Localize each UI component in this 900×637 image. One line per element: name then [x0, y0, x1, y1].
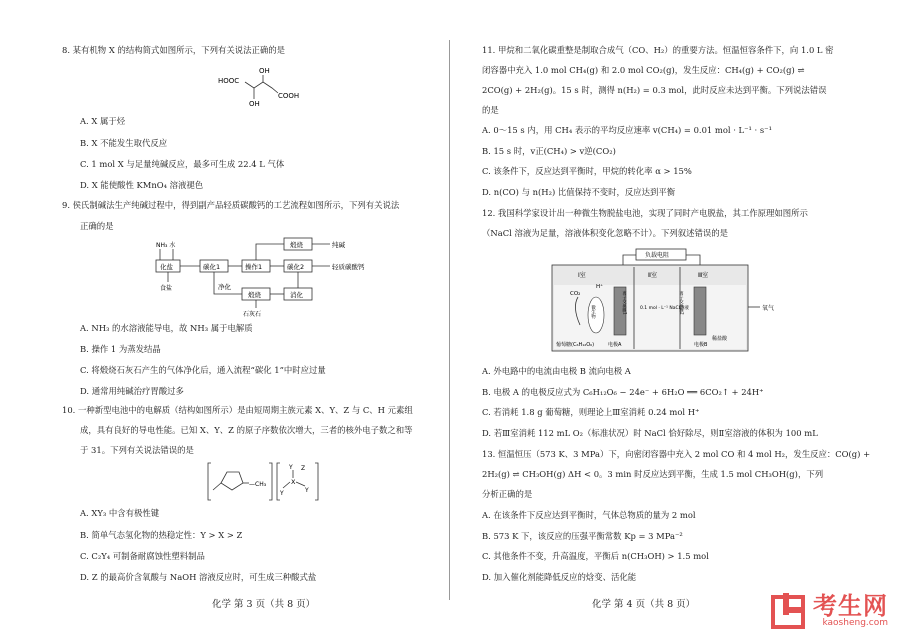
q8-option-d: D. X 能使酸性 KMnO₄ 溶液褪色 [80, 180, 204, 190]
q11-option-c: C. 该条件下，反应达到平衡时，甲烷的转化率 α > 15% [482, 166, 692, 176]
bracket-right-close [315, 463, 318, 500]
q12-stem-line1: 12. 我国科学家设计出一种微生物脱盐电池，实现了同时产电脱盐，其工作原理如图所示 [482, 208, 808, 218]
kaosheng-watermark [769, 591, 888, 631]
q13-option-c: C. 其他条件不变，升高温度，平衡后 n(CH₃OH) > 1.5 mol [482, 551, 709, 561]
q8-oh-top-label: OH [259, 67, 270, 75]
q11-option-a: A. 0～15 s 内，用 CH₄ 表示的平均反应速率 v(CH₄) = 0.01 mol · L⁻¹ · s⁻¹ [482, 125, 772, 135]
q8-carbon-chain [245, 82, 278, 93]
q13-stem-line2: 2H₂(g) ⇌ CH₃OH(g) ΔH < 0。3 min 时反应达到平衡，生成 1.5 mol CH₃OH(g)，下列 [482, 469, 824, 479]
bracket-left [208, 463, 211, 500]
q10-y-label-top: Y [289, 464, 293, 471]
q13-option-a: A. 在该条件下反应达到平衡时，气体总物质的量为 2 mol [482, 510, 696, 520]
flow-duanshao-top-label: 煅烧 [290, 241, 303, 249]
room1-label: Ⅰ室 [578, 272, 586, 279]
q10-structure-diagram [205, 460, 335, 504]
q8-option-b: B. X 不能发生取代反应 [80, 138, 168, 148]
left-page-footer: 化学 第 3 页（共 8 页） [212, 599, 316, 610]
q12-stem-line2: （NaCl 溶液为足量，溶液体积变化忽略不计）。下列叙述错误的是 [482, 228, 728, 238]
q10-z-label: Z [301, 465, 306, 472]
q9-option-d: D. 通常用纯碱治疗胃酸过多 [80, 386, 184, 396]
q13-stem-line1: 13. 恒温恒压（573 K、3 MPa）下，向密闭容器中充入 2 mol CO 和 4 mol H₂，发生反应：CO(g) + [482, 449, 871, 459]
q13-option-b: B. 573 K 下，该反应的压强平衡常数 Kp = 3 MPa⁻² [482, 531, 683, 541]
q11-option-b: B. 15 s 时，v正(CH₄) > v逆(CO₂) [482, 146, 616, 156]
load-label: 负载电阻 [645, 252, 670, 259]
q10-option-c: C. C₂Y₄ 可制备耐腐蚀性塑料制品 [80, 551, 205, 561]
flow-tanhua1-label: 碳化1 [203, 263, 221, 271]
co2-label: CO₂ [570, 291, 581, 297]
kaosheng-logo-icon [769, 591, 809, 631]
oxygen-label: 氧气 [762, 305, 775, 312]
glucose-label: 葡萄糖(C₆H₁₂O₆) [556, 342, 595, 348]
q11-stem-line1: 11. 甲烷和二氧化碳重整是制取合成气（CO、H₂）的重要方法。恒温恒容条件下，向 1.0 L 密 [482, 45, 834, 55]
q12-option-c: C. 若消耗 1.8 g 葡萄糖，则理论上Ⅲ室消耗 0.24 mol H⁺ [482, 407, 700, 417]
h-plus-label: H⁺ [596, 284, 604, 290]
room2-label: Ⅱ室 [648, 272, 657, 279]
room3-label: Ⅲ室 [698, 272, 709, 279]
right-page-footer: 化学 第 4 页（共 8 页） [592, 599, 696, 610]
q10-stem-line1: 10. 一种新型电池中的电解质（结构如图所示）是由短周期主族元素 X、Y、Z 与 C、H 元素组 [62, 405, 413, 415]
membrane2-label: 离子交换膜2 [679, 291, 685, 315]
q11-stem-line3: 2CO(g) + 2H₂(g)。15 s 时，测得 n(H₂) = 0.3 mol，此时反应未达到平衡。下列说法错误 [482, 85, 827, 95]
q8-structure-diagram [218, 62, 313, 112]
flow-chunjian-label: 纯碱 [332, 241, 345, 249]
q9-option-c: C. 将煅烧石灰石产生的气体净化后，通入流程“碳化 1”中时应过量 [80, 365, 326, 375]
microbe-label: 微生物 [590, 305, 596, 319]
q10-y-label-left: Y [280, 490, 284, 497]
q10-option-d: D. Z 的最高价含氧酸与 NaOH 溶液反应时，可生成三种酸式盐 [80, 572, 317, 582]
membrane1-label: 离子交换膜1 [622, 291, 628, 315]
column-divider [449, 40, 450, 600]
flow-shihuishi-label: 石灰石 [243, 311, 262, 318]
q12-option-b: B. 电极 A 的电极反应式为 C₆H₁₂O₆ − 24e⁻ + 6H₂O ══ 6CO₂↑ + 24H⁺ [482, 387, 764, 397]
bracket-mid [269, 463, 272, 500]
nacl-label: 0.1 mol · L⁻¹ NaCl溶液 [640, 306, 689, 311]
q8-cooh-label: COOH [278, 92, 300, 100]
q8-hooc-label: HOOC [218, 77, 240, 85]
q11-stem-line4: 的是 [482, 105, 499, 115]
q8-option-a: A. X 属于烃 [80, 116, 126, 126]
flow-caozuo1-label: 操作1 [245, 263, 263, 271]
q13-stem-line3: 分析正确的是 [482, 489, 533, 499]
q8-oh-bottom-label: OH [249, 100, 260, 108]
q11-stem-line2: 闭容器中充入 1.0 mol CH₄(g) 和 2.0 mol CO₂(g)，发生反应：CH₄(g) + CO₂(g) ⇌ [482, 65, 805, 75]
q8-option-c: C. 1 mol X 与足量纯碱反应，最多可生成 22.4 L 气体 [80, 159, 285, 169]
imidazole-ring [221, 472, 243, 490]
electrode-b-label: 电极B [694, 342, 708, 348]
electrode-a-label: 电极A [608, 342, 622, 348]
q10-option-a: A. XY₃ 中含有极性键 [80, 508, 160, 518]
q12-battery-diagram [548, 247, 788, 355]
q10-y-label-right: Y [305, 487, 309, 494]
electrode-b [694, 287, 706, 335]
q13-option-d: D. 加入催化剂能降低反应的焓变、活化能 [482, 572, 637, 582]
q11-option-d: D. n(CO) 与 n(H₂) 比值保持不变时，反应达到平衡 [482, 187, 676, 197]
q10-stem-line3: 于 31。下列有关说法错误的是 [80, 445, 194, 455]
q8-stem: 8. 某有机物 X 的结构简式如图所示，下列有关说法正确的是 [62, 45, 285, 55]
q12-option-d: D. 若Ⅲ室消耗 112 mL O₂（标准状况）时 NaCl 恰好除尽，则Ⅱ室溶液的体积为 100 mL [482, 428, 818, 438]
q9-flow-diagram [150, 236, 390, 318]
flow-duanshao-bottom-label: 煅烧 [248, 291, 261, 299]
q10-stem-line2: 成，具有良好的导电性能。已知 X、Y、Z 的原子序数依次增大，三者的核外电子数之和等 [80, 425, 413, 435]
dilute-acid-label: 稀盐酸 [712, 336, 728, 342]
q10-ch3-label: —CH₃ [249, 481, 267, 488]
flow-tanhua2-label: 碳化2 [287, 263, 305, 271]
flow-qingzhi-label: 轻质碳酸钙 [332, 263, 365, 271]
q9-stem-line2: 正确的是 [80, 221, 114, 231]
q9-option-a: A. NH₃ 的水溶液能导电，故 NH₃ 属于电解质 [80, 323, 253, 333]
flow-jinghua-label: 净化 [218, 283, 231, 291]
q9-option-b: B. 操作 1 为蒸发结晶 [80, 344, 161, 354]
right-column [452, 0, 900, 637]
q10-x-label: X [291, 478, 296, 486]
q12-option-a: A. 外电路中的电流由电极 B 流向电极 A [482, 366, 631, 376]
flow-xiaohua-label: 消化 [290, 291, 303, 299]
flow-nh3-water-label: NH₃ 水 [156, 242, 176, 249]
watermark-en-text: kaosheng.com [822, 618, 888, 628]
flow-shiyan-label: 食盐 [160, 285, 173, 292]
flow-huayan-label: 化盐 [160, 263, 173, 271]
q10-option-b: B. 简单气态氢化物的热稳定性：Y > X > Z [80, 530, 243, 540]
watermark-cn-text: 考生网 [813, 592, 888, 620]
q9-stem-line1: 9. 侯氏制碱法生产纯碱过程中，得到副产品轻质碳酸钙的工艺流程如图所示，下列有关说法 [62, 200, 400, 210]
